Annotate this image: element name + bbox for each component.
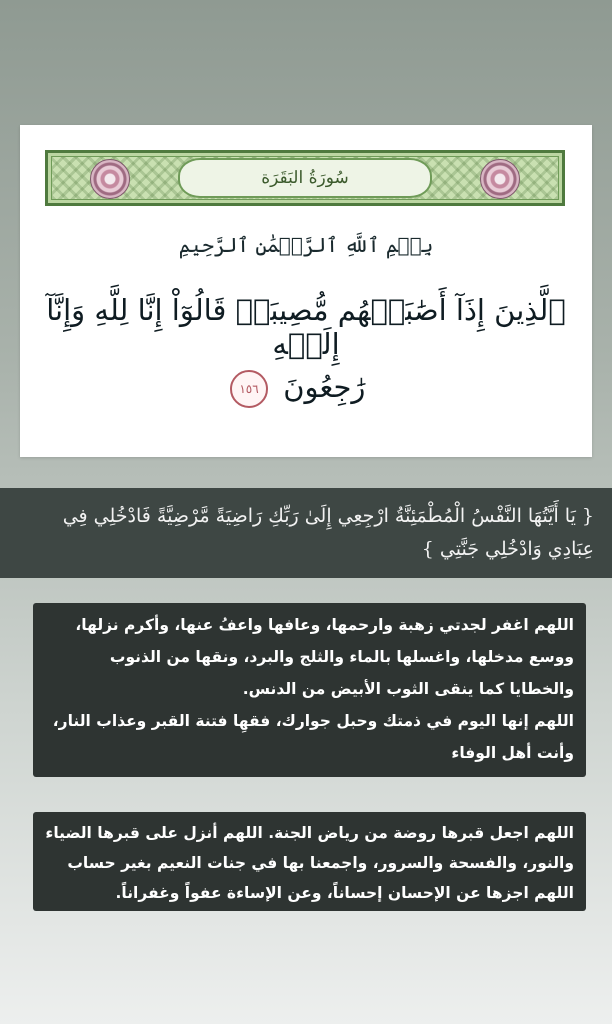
verse-line-2 [230, 370, 365, 408]
rosette-ornament-icon [90, 159, 130, 199]
basmala: بِسۡمِ ٱللَّهِ ٱلرَّحۡمَٰنِ ٱلرَّحِيمِ [178, 233, 434, 257]
surah-name: سُورَةُ البَقَرَة [261, 168, 349, 188]
surah-header-banner [45, 150, 565, 206]
dua-box-paradise [33, 812, 586, 911]
verse-word: رَٰجِعُونَ [283, 370, 366, 404]
dua-paragraph: اللهم اغفر لجدتي زهبة وارحمها، وعافها واعفُ عنها، وأكرم نزلها، ووسع مدخلها، واغسلها بالماء والثلج والبرد، ونقها من الذنوب والخطايا كما ينقى الثوب الأبيض من الدنس. [75, 616, 574, 698]
verse-line-1: ٱلَّذِينَ إِذَآ أَصَٰبَتۡهُم مُّصِيبَةٞ قَالُوٓاْ إِنَّا لِلَّهِ وَإِنَّآ إِلَيۡهِ [46, 293, 566, 361]
dua-box-forgiveness [33, 603, 586, 777]
dua-paragraph: اللهم اجعل قبرها روضة من رياض الجنة. اللهم أنزل على قبرها الضياء والنور، والفسحة والسرور، واجمعنا بها في جنات النعيم بغير حساب اللهم اجزها عن الإحسان إحساناً، وعن الإساءة عفواً وغفراناً. [45, 824, 574, 902]
verse-quote-band [0, 488, 612, 578]
rosette-ornament-icon [480, 159, 520, 199]
quran-verse-card [20, 125, 592, 457]
surah-cartouche [178, 158, 432, 198]
ayah-number-marker: ١٥٦ [230, 370, 268, 408]
dua-paragraph: اللهم إنها اليوم في ذمتك وحبل جوارك، فقهِا فتنة القبر وعذاب النار، وأنت أهل الوفاء [52, 712, 574, 762]
verse-quote-text: { يَا أَيَّتُهَا النَّفْسُ الْمُطْمَئِنَّةُ ارْجِعِي إِلَىٰ رَبِّكِ رَاضِيَةً مَّرْضِيَّةً فَادْخُلِي فِي عِبَادِي وَادْخُلِي جَنَّتِي } [62, 505, 594, 560]
